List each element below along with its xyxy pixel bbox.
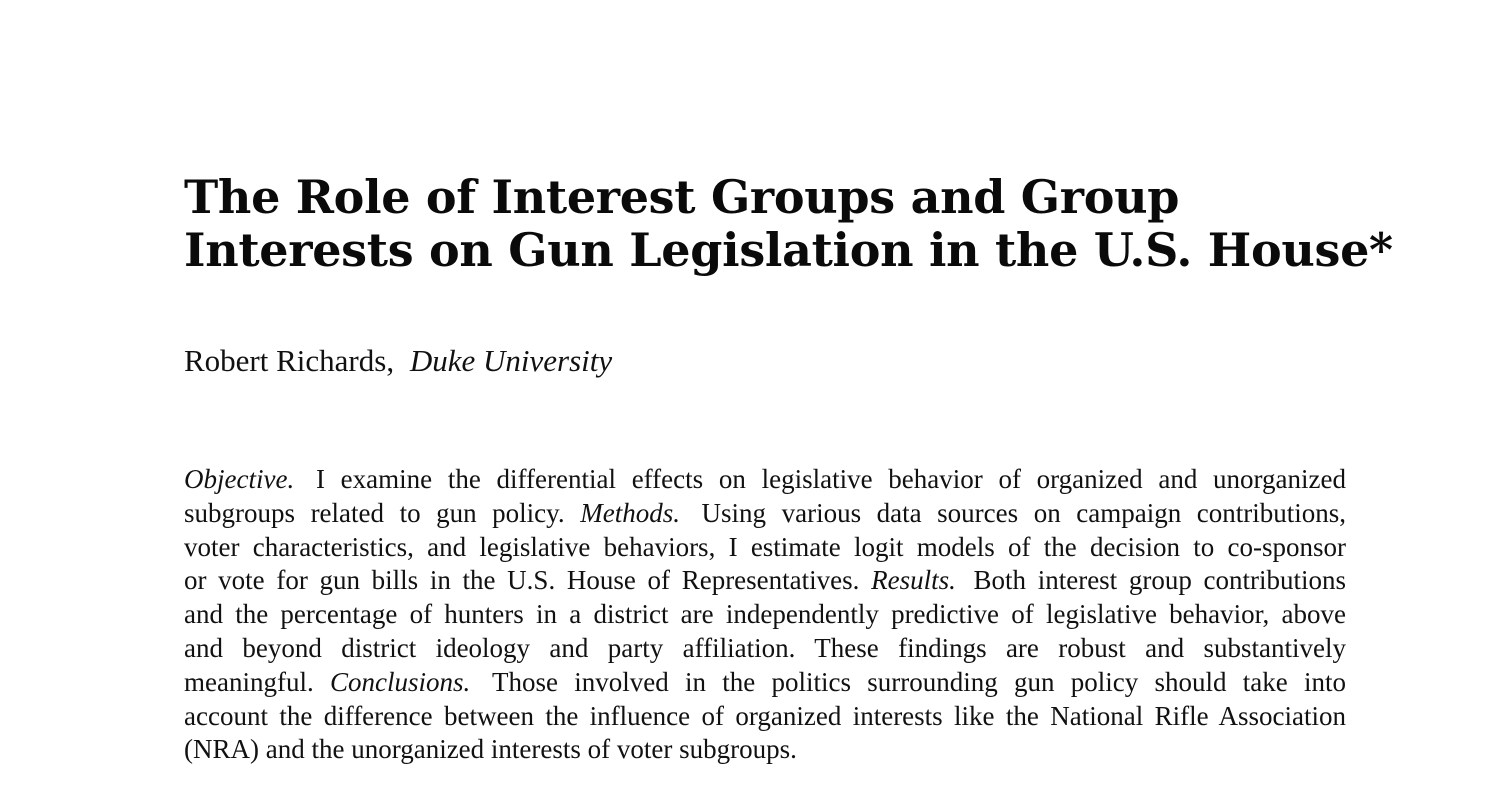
abstract-text: or vote for gun bills in the U.S. House of Representatives.: [184, 565, 860, 596]
paper-title-line-2: Interests on Gun Legislation in the U.S. House*: [184, 223, 1393, 277]
abstract-line: [184, 666, 1346, 700]
abstract-text: and the percentage of hunters in a district are independently predictive of legislative behavior, above: [184, 599, 1346, 630]
abstract-text: Using various data sources on campaign contributions,: [701, 497, 1347, 528]
abstract-text: meaningful.: [184, 666, 314, 697]
abstract-line: [184, 497, 1346, 531]
abstract-text: (NRA) and the unorganized interests of voter subgroups.: [184, 734, 797, 765]
paper-title-line-1: The Role of Interest Groups and Group: [184, 170, 1180, 224]
author-byline: [184, 341, 612, 381]
author-affiliation: Duke University: [409, 343, 613, 378]
abstract-line: [184, 700, 1346, 734]
abstract-text: voter characteristics, and legislative behaviors, I estimate logit models of the decision to co-sponsor: [184, 531, 1346, 562]
conclusions-label: Conclusions.: [329, 666, 471, 697]
methods-label: Methods.: [580, 497, 680, 528]
objective-label: Objective.: [184, 464, 295, 494]
author-name: Robert Richards,: [184, 343, 395, 378]
abstract-text: Both interest group contributions: [973, 565, 1347, 596]
abstract-line: [184, 531, 1346, 565]
abstract-text: subgroups related to gun policy.: [184, 497, 565, 528]
abstract-text: I examine the differential effects on legislative behavior of organized and unorganized: [315, 464, 1347, 494]
results-label: Results.: [871, 565, 956, 596]
abstract: [184, 463, 1346, 767]
abstract-text: Those involved in the politics surrounding gun policy should take into: [492, 666, 1347, 697]
abstract-line: [184, 564, 1346, 598]
abstract-text: and beyond district ideology and party affiliation. These findings are robust and substantively: [184, 632, 1346, 663]
abstract-line: [184, 598, 1346, 632]
paper-title: [184, 171, 1404, 277]
abstract-line: [184, 733, 1346, 767]
abstract-line: [184, 463, 1346, 497]
abstract-line: [184, 632, 1346, 666]
abstract-text: account the difference between the influence of organized interests like the National Rifle Association: [184, 700, 1346, 731]
